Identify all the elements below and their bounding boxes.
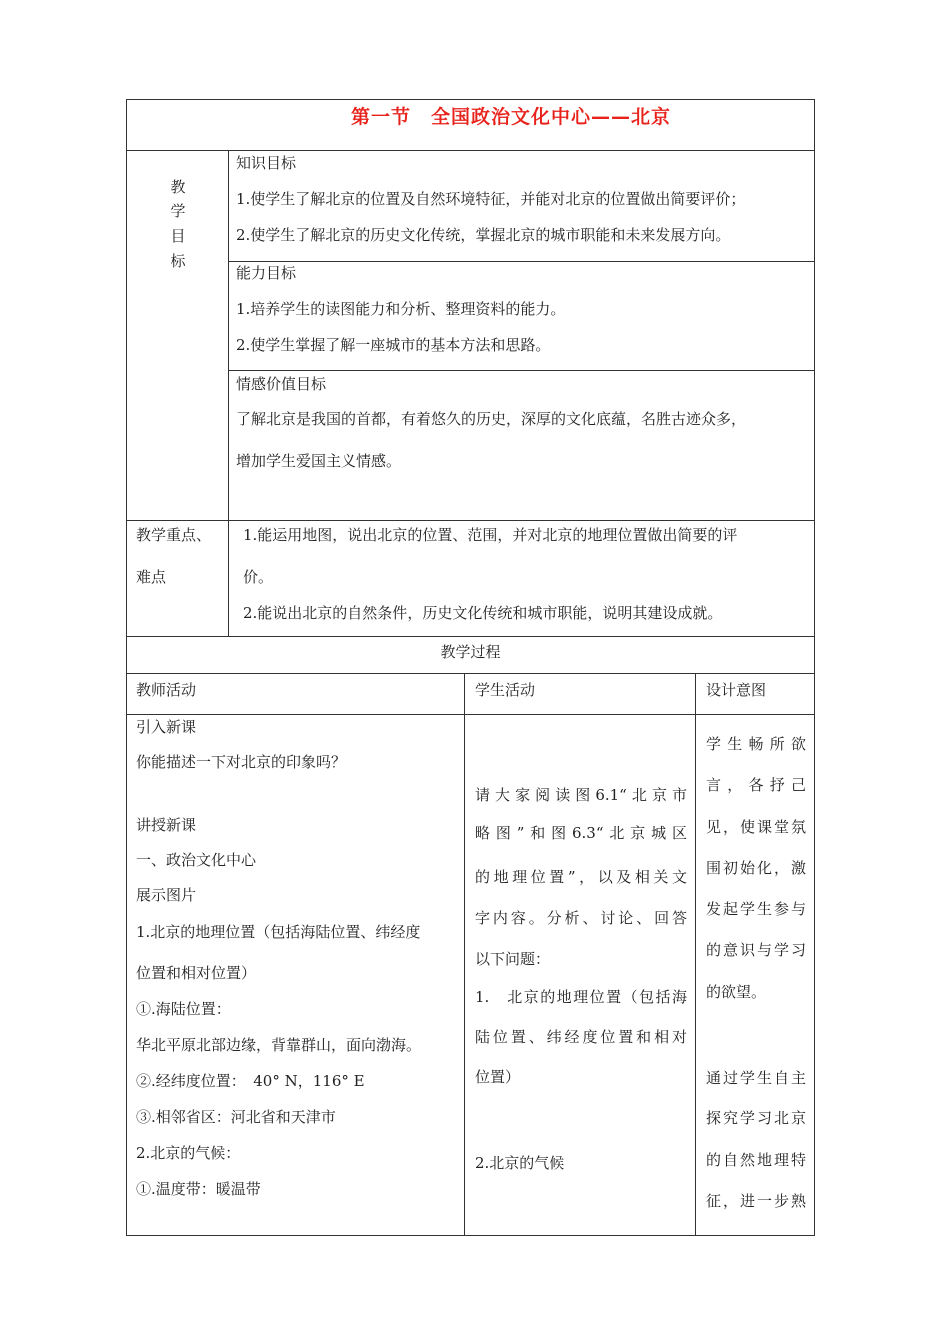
col-divider (464, 673, 465, 1236)
student-activity-line: 请大家阅读图6.1“北京市 (475, 786, 687, 804)
student-activity-line: 略图”和图6.3“北京城区 (475, 824, 687, 842)
column-header-student: 学生活动 (475, 681, 536, 699)
student-activity-line: 字内容。分析、讨论、回答 (475, 909, 687, 927)
col-divider (695, 673, 696, 1236)
student-activity-line: 1. 北京的地理位置（包括海 (475, 988, 687, 1006)
student-activity-line: 的地理位置”，以及相关文 (475, 868, 687, 886)
teacher-activity-line: 华北平原北部边缘，背靠群山，面向渤海。 (136, 1036, 422, 1054)
student-activity-line: 以下问题： (475, 950, 551, 968)
col-divider (228, 150, 229, 636)
design-intent-line: 围初始化，激 (706, 859, 806, 877)
ability-goal-item: 2.使学生掌握了解一座城市的基本方法和思路。 (236, 336, 551, 354)
teacher-activity-line: ②.经纬度位置： 40° N，116° E (136, 1072, 365, 1090)
design-intent-line: 发起学生参与 (706, 900, 806, 918)
knowledge-goal-item: 2.使学生了解北京的历史文化传统，掌握北京的城市职能和未来发展方向。 (236, 226, 731, 244)
row-divider (126, 714, 815, 715)
column-header-teacher: 教师活动 (136, 681, 197, 699)
design-intent-line: 的意识与学习 (706, 941, 806, 959)
design-intent-line: 见，使课堂氛 (706, 818, 806, 836)
ability-goal-item: 1.培养学生的读图能力和分析、整理资料的能力。 (236, 300, 566, 318)
key-point-line: 2.能说出北京的自然条件，历史文化传统和城市职能，说明其建设成就。 (243, 604, 723, 622)
row-divider (126, 636, 815, 637)
row-divider (228, 261, 815, 262)
knowledge-goal-item: 1.使学生了解北京的位置及自然环境特征，并能对北京的位置做出简要评价； (236, 190, 746, 208)
row-divider (126, 150, 815, 151)
goals-label-char: 学 (170, 202, 186, 220)
emotion-goals-heading: 情感价值目标 (236, 375, 327, 393)
teacher-activity-line: 引入新课 (136, 718, 197, 736)
teacher-activity-line: 1.北京的地理位置（包括海陆位置、纬经度 (136, 923, 421, 941)
process-heading: 教学过程 (440, 643, 501, 661)
key-point-line: 价。 (243, 568, 274, 586)
teacher-activity-line: ①.温度带：暖温带 (136, 1180, 261, 1198)
design-intent-line: 探究学习北京 (706, 1109, 806, 1127)
student-activity-line: 陆位置、纬经度位置和相对 (475, 1028, 687, 1046)
teacher-activity-line: 你能描述一下对北京的印象吗？ (136, 753, 347, 771)
goals-label-char: 标 (170, 252, 186, 270)
lesson-table (126, 99, 815, 1236)
teacher-activity-line: 一、政治文化中心 (136, 851, 257, 869)
key-points-label: 教学重点、 (136, 526, 212, 544)
knowledge-goals-heading: 知识目标 (236, 154, 297, 172)
teacher-activity-line: ③.相邻省区：河北省和天津市 (136, 1108, 336, 1126)
student-activity-line: 2.北京的气候 (475, 1154, 565, 1172)
teacher-activity-line: 展示图片 (136, 886, 197, 904)
key-points-label: 难点 (136, 568, 167, 586)
design-intent-line: 征，进一步熟 (706, 1192, 806, 1210)
design-intent-line: 言，各抒己 (706, 776, 806, 794)
goals-label-char: 目 (170, 227, 186, 245)
goals-label-char: 教 (170, 178, 186, 196)
ability-goals-heading: 能力目标 (236, 264, 297, 282)
design-intent-line: 的欲望。 (706, 983, 767, 1001)
teacher-activity-line: ①.海陆位置： (136, 1000, 231, 1018)
student-activity-line: 位置） (475, 1068, 521, 1086)
teacher-activity-line: 位置和相对位置） (136, 964, 257, 982)
teacher-activity-line: 2.北京的气候： (136, 1144, 241, 1162)
page-title: 第一节 全国政治文化中心——北京 (350, 106, 671, 128)
design-intent-line: 的自然地理特 (706, 1151, 806, 1169)
emotion-goal-line: 增加学生爱国主义情感。 (236, 452, 402, 470)
row-divider (126, 673, 815, 674)
key-point-line: 1.能运用地图，说出北京的位置、范围，并对北京的地理位置做出简要的评 (243, 526, 738, 544)
column-header-intent: 设计意图 (706, 681, 767, 699)
design-intent-line: 通过学生自主 (706, 1069, 806, 1087)
row-divider (126, 520, 815, 521)
row-divider (228, 370, 815, 371)
design-intent-line: 学生畅所欲 (706, 735, 806, 753)
emotion-goal-line: 了解北京是我国的首都，有着悠久的历史，深厚的文化底蕴，名胜古迹众多， (236, 410, 747, 428)
teacher-activity-line: 讲授新课 (136, 816, 197, 834)
